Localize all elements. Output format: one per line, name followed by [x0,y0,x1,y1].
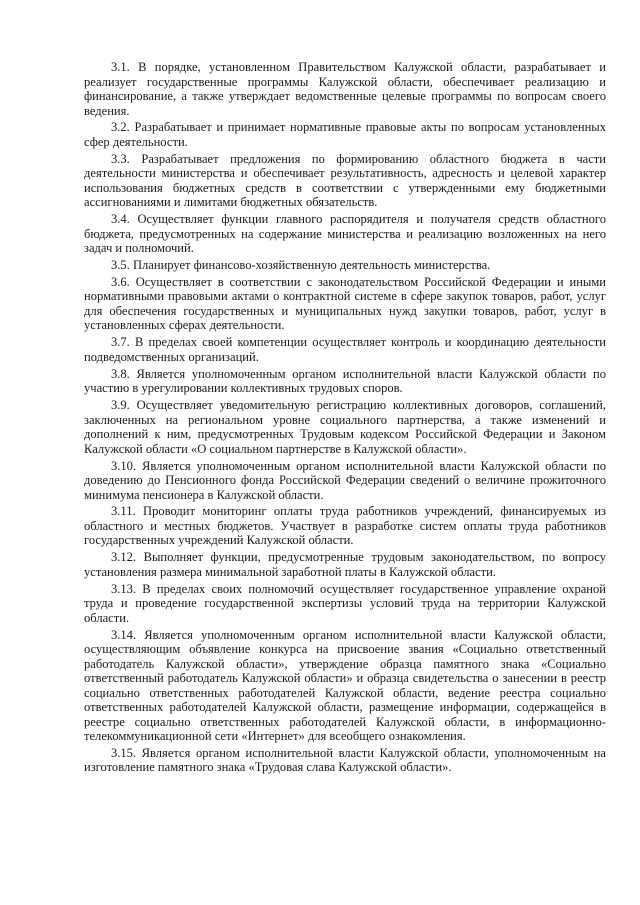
paragraph-3-3: 3.3. Разрабатывает предложения по формированию областного бюджета в части деятельности министерства и обеспечивает результативность, адресность и целевой характер использования бюджетных средств в соответствии с утвержденными ему бюджетными ассигнованиями и лимитами бюджетных обязательств. [84,151,606,210]
paragraph-3-4: 3.4. Осуществляет функции главного распорядителя и получателя средств областного бюджета, предусмотренных на содержание министерства и реализацию возложенных на него задач и полномочий. [84,212,606,256]
paragraph-3-12: 3.12. Выполняет функции, предусмотренные трудовым законодательством, по вопросу установления размера минимальной заработной платы в Калужской области. [84,550,606,579]
paragraph-3-9: 3.9. Осуществляет уведомительную регистрацию коллективных договоров, соглашений, заключенных на региональном уровне социального партнерства, а также изменений и дополнений к ним, предусмотренных Трудовым кодексом Российской Федерации и Законом Калужской области «О социальном партнерстве в Калужской области». [84,398,606,456]
paragraph-3-5: 3.5. Планирует финансово-хозяйственную деятельность министерства. [111,258,491,273]
paragraph-3-1: 3.1. В порядке, установленном Правительством Калужской области, разрабатывает и реализует государственные программы Калужской области, обеспечивает реализацию и финансирование, а также утверждает ведомственные целевые программы по вопросам своего ведения. [84,60,606,118]
paragraph-3-14: 3.14. Является уполномоченным органом исполнительной власти Калужской области, осуществляющим объявление конкурса на присвоение звания «Социально ответственный работодатель Калужской области», утверждение образца памятного знака «Социально ответственный работодатель Калужской области» и образца свидетельства о занесении в реестр социально ответственных работодателей Калужской области, ведение реестра социально ответственных работодателей Калужской области, размещение информации, содержащейся в реестре социально ответственных работодателей Калужской области, в информационно-телекоммуникационной сети «Интернет» для всеобщего ознакомления. [84,627,606,744]
paragraph-3-11: 3.11. Проводит мониторинг оплаты труда работников учреждений, финансируемых из областного и местных бюджетов. Участвует в разработке систем оплаты труда работников государственных учреждений Калужской области. [84,504,606,548]
paragraph-3-6: 3.6. Осуществляет в соответствии с законодательством Российской Федерации и иными нормативными правовыми актами о контрактной системе в сфере закупок товаров, работ, услуг для обеспечения государственных и муниципальных нужд закупки товаров, работ, услуг в установленных сферах деятельности. [84,274,606,333]
paragraph-3-10: 3.10. Является уполномоченным органом исполнительной власти Калужской области по доведению до Пенсионного фонда Российской Федерации сведений о величине прожиточного минимума пенсионера в Калужской области. [84,458,606,502]
paragraph-3-8: 3.8. Является уполномоченным органом исполнительной власти Калужской области по участию в урегулировании коллективных трудовых споров. [84,366,606,396]
paragraph-3-13: 3.13. В пределах своих полномочий осуществляет государственное управление охраной труда и проведение государственной экспертизы условий труда на территории Калужской области. [84,581,606,625]
paragraph-3-15: 3.15. Является органом исполнительной власти Калужской области, уполномоченным на изготовление памятного знака «Трудовая слава Калужской области». [84,745,606,775]
paragraph-3-7: 3.7. В пределах своей компетенции осуществляет контроль и координацию деятельности подведомственных организаций. [84,335,606,364]
paragraph-3-2: 3.2. Разрабатывает и принимает нормативные правовые акты по вопросам установленных сфер деятельности. [84,120,606,149]
